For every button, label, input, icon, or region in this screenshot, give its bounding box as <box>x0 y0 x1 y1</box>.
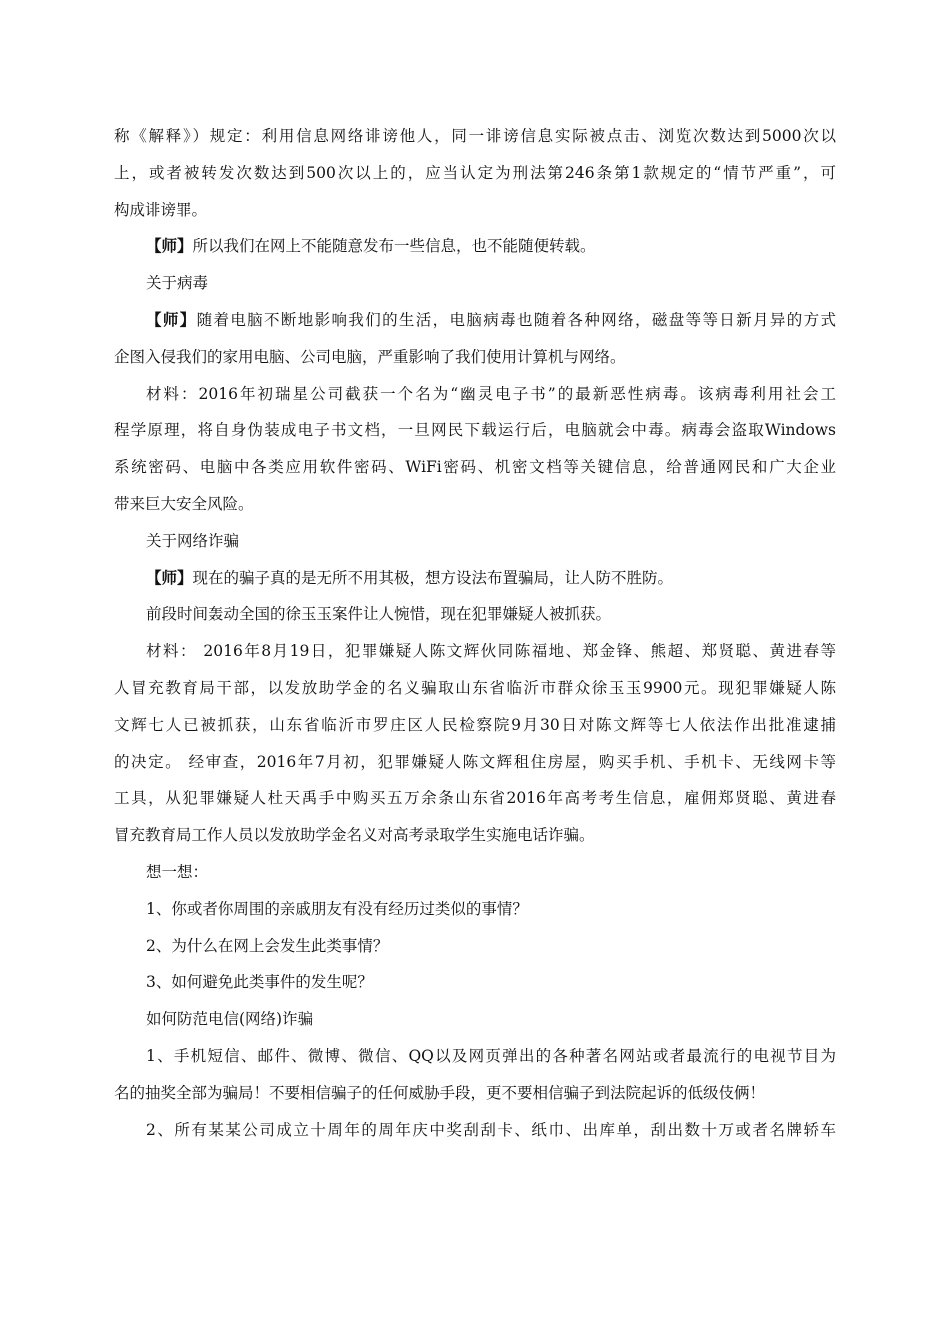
document-body <box>114 118 836 1148</box>
line-text: 材料：2016年初瑞星公司截获一个名为“幽灵电子书”的最新恶性病毒。该病毒利用社会工 <box>146 384 836 403</box>
line-text: 冒充教育局工作人员以发放助学金名义对高考录取学生实施电话诈骗。 <box>114 826 595 845</box>
line-text: 企图入侵我们的家用电脑、公司电脑，严重影响了我们使用计算机与网络。 <box>114 347 626 366</box>
text-line <box>114 155 836 192</box>
speaker-tag: 【师】 <box>146 309 197 329</box>
line-text: 所以我们在网上不能随意发布一些信息，也不能随便转载。 <box>192 237 596 256</box>
text-line <box>114 449 836 486</box>
line-text: 现在的骗子真的是无所不用其极，想方设法布置骗局，让人防不胜防。 <box>192 568 674 587</box>
text-line <box>114 1038 836 1075</box>
text-line <box>114 817 836 854</box>
line-text: 随着电脑不断地影响我们的生活，电脑病毒也随着各种网络，磁盘等等日新月异的方式 <box>196 310 836 329</box>
text-line <box>114 1001 836 1038</box>
text-line <box>114 780 836 817</box>
line-text: 关于网络诈骗 <box>146 531 240 550</box>
line-text: 程学原理，将自身伪装成电子书文档，一旦网民下载运行后，电脑就会中毒。病毒会盗取Windows <box>114 421 836 440</box>
line-text: 前段时间轰动全国的徐玉玉案件让人惋惜，现在犯罪嫌疑人被抓获。 <box>146 605 612 624</box>
line-text: 如何防范电信(网络)诈骗 <box>146 1010 314 1029</box>
text-line <box>114 228 836 265</box>
line-text: 2、所有某某公司成立十周年的周年庆中奖刮刮卡、纸巾、出库单，刮出数十万或者名牌轿车 <box>146 1120 836 1139</box>
line-text: 工具，从犯罪嫌疑人杜天禹手中购买五万余条山东省2016年高考考生信息，雇佣郑贤聪、黄进春 <box>114 789 836 808</box>
text-line <box>114 486 836 523</box>
speaker-tag: 【师】 <box>146 236 193 256</box>
line-text: 带来巨大安全风险。 <box>114 494 254 513</box>
text-line <box>114 854 836 891</box>
line-text: 的决定。 经审查，2016年7月初，犯罪嫌疑人陈文辉租住房屋，购买手机、手机卡、无线网卡等 <box>114 752 836 771</box>
text-line <box>114 1075 836 1112</box>
line-text: 上，或者被转发次数达到500次以上的，应当认定为刑法第246条第1款规定的“情节严重”，可 <box>114 163 836 182</box>
text-line <box>114 1112 836 1149</box>
text-line <box>114 560 836 597</box>
text-line <box>114 964 836 1001</box>
text-line <box>114 118 836 155</box>
line-text: 关于病毒 <box>146 274 209 293</box>
line-text: 1、手机短信、邮件、微博、微信、QQ以及网页弹出的各种著名网站或者最流行的电视节目为 <box>146 1046 836 1065</box>
text-line <box>114 891 836 928</box>
line-text: 2、为什么在网上会发生此类事情？ <box>146 936 389 955</box>
text-line <box>114 302 836 339</box>
line-text: 系统密码、电脑中各类应用软件密码、WiFi密码、机密文档等关键信息，给普通网民和广大企业 <box>114 458 836 477</box>
line-text: 3、如何避免此类事件的发生呢？ <box>146 973 373 992</box>
text-line <box>114 523 836 560</box>
line-text: 想一想： <box>146 862 209 881</box>
text-line <box>114 339 836 376</box>
text-line <box>114 633 836 670</box>
text-line <box>114 596 836 633</box>
text-line <box>114 376 836 413</box>
speaker-tag: 【师】 <box>146 567 193 587</box>
line-text: 人冒充教育局干部，以发放助学金的名义骗取山东省临沂市群众徐玉玉9900元。现犯罪嫌疑人陈 <box>114 678 836 697</box>
text-line <box>114 707 836 744</box>
line-text: 名的抽奖全部为骗局！不要相信骗子的任何威胁手段，更不要相信骗子到法院起诉的低级伎俩！ <box>114 1083 766 1102</box>
text-line <box>114 192 836 229</box>
text-line <box>114 412 836 449</box>
text-line <box>114 265 836 302</box>
text-line <box>114 744 836 781</box>
line-text: 1、你或者你周围的亲戚朋友有没有经历过类似的事情？ <box>146 899 528 918</box>
text-line <box>114 928 836 965</box>
line-text: 文辉七人已被抓获，山东省临沂市罗庄区人民检察院9月30日对陈文辉等七人依法作出批准逮捕 <box>114 715 836 734</box>
line-text: 材料： 2016年8月19日，犯罪嫌疑人陈文辉伙同陈福地、郑金锋、熊超、郑贤聪、黄进春等 <box>146 642 836 661</box>
text-line <box>114 670 836 707</box>
line-text: 称《解释》）规定：利用信息网络诽谤他人，同一诽谤信息实际被点击、浏览次数达到5000次以 <box>114 127 836 145</box>
line-text: 构成诽谤罪。 <box>114 200 208 219</box>
